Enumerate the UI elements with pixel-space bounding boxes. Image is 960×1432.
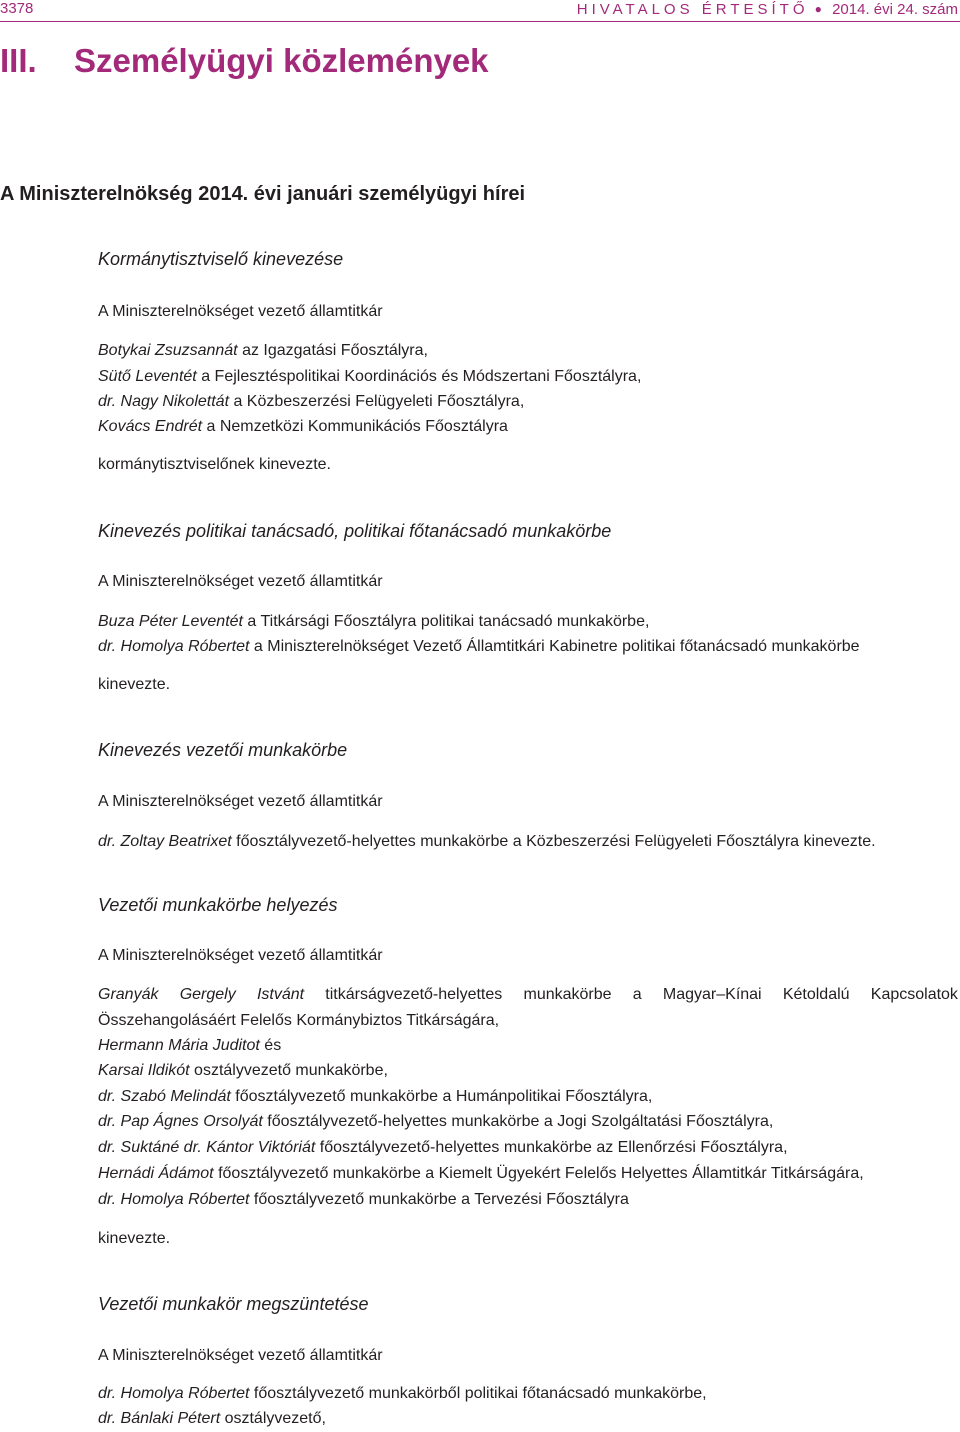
appointment-text: főosztályvezető munkakörbe a Humánpolitikai Főosztályra, bbox=[230, 1088, 653, 1105]
s4-row-0 bbox=[98, 1034, 281, 1058]
s3-heading: Kinevezés vezetői munkakörbe bbox=[98, 740, 348, 760]
s1-closing: kormánytisztviselőnek kinevezte. bbox=[98, 456, 331, 473]
s1-row-1 bbox=[98, 365, 641, 389]
person-name: dr. Homolya Róbertet bbox=[98, 1191, 250, 1208]
appointment-text: a Nemzetközi Kommunikációs Főosztályra bbox=[202, 418, 508, 435]
s1-row-2 bbox=[98, 390, 524, 414]
s4-row-5 bbox=[98, 1162, 864, 1186]
s3-row-0 bbox=[98, 830, 876, 854]
appointment-text: a Fejlesztéspolitikai Koordinációs és Módszertani Főosztályra, bbox=[196, 368, 642, 385]
s2-heading: Kinevezés politikai tanácsadó, politikai főtanácsadó munkakörbe bbox=[98, 521, 612, 541]
person-name: dr. Suktáné dr. Kántor Viktóriát bbox=[98, 1139, 316, 1156]
appointment-text: osztályvezető, bbox=[220, 1410, 326, 1427]
appointment-text: főosztályvezető munkakörbe a Kiemelt Ügyekért Felelős Helyettes Államtitkár Titkárságára, bbox=[213, 1165, 864, 1182]
appointment-text: főosztályvezető munkakörbe a Tervezési Főosztályra bbox=[249, 1191, 629, 1208]
person-name: dr. Bánlaki Pétert bbox=[98, 1410, 221, 1427]
person-name: dr. Nagy Nikolettát bbox=[98, 393, 230, 410]
appointment-text: a Titkársági Főosztályra politikai tanácsadó munkakörbe, bbox=[242, 613, 650, 630]
s1-authority: A Miniszterelnökséget vezető államtitkár bbox=[98, 303, 383, 320]
s5-heading: Vezetői munkakör megszüntetése bbox=[98, 1294, 369, 1314]
person-name: Buza Péter Leventét bbox=[98, 613, 243, 630]
s4-row-3 bbox=[98, 1110, 773, 1134]
appointment-text: a Közbeszerzési Felügyeleti Főosztályra, bbox=[229, 393, 525, 410]
appointment-word: Magyar–Kínai bbox=[662, 986, 762, 1003]
issue-number: 2014. évi 24. szám bbox=[832, 1, 958, 18]
appointment-text: a Miniszterelnökséget Vezető Államtitkári Kabinetre politikai főtanácsadó munkakörbe bbox=[249, 638, 860, 655]
section-title bbox=[0, 40, 489, 82]
person-name: Hernádi Ádámot bbox=[98, 1165, 214, 1182]
s2-authority: A Miniszterelnökséget vezető államtitkár bbox=[98, 573, 383, 590]
header-rule bbox=[0, 21, 960, 22]
s5-authority: A Miniszterelnökséget vezető államtitkár bbox=[98, 1347, 383, 1364]
s1-row-3 bbox=[98, 415, 508, 439]
appointment-text: és bbox=[259, 1037, 282, 1054]
person-name: Botykai Zsuzsannát bbox=[98, 342, 238, 359]
person-name: dr. Zoltay Beatrixet bbox=[98, 833, 232, 850]
person-name: Sütő Leventét bbox=[98, 368, 197, 385]
s5-row-0 bbox=[98, 1382, 707, 1406]
s4-first-row-cont: Összehangolásáért Felelős Kormánybiztos Titkárságára, bbox=[98, 1012, 500, 1029]
section-title-text: Személyügyi közlemények bbox=[74, 42, 489, 79]
appointment-text: főosztályvezető-helyettes munkakörbe az Ellenőrzési Főosztályra, bbox=[315, 1139, 788, 1156]
appointment-word: titkárságvezető-helyettes bbox=[325, 986, 503, 1003]
person-name: dr. Homolya Róbertet bbox=[98, 638, 250, 655]
person-name: dr. Homolya Róbertet bbox=[98, 1385, 250, 1402]
s1-heading: Kormánytisztviselő kinevezése bbox=[98, 249, 344, 269]
person-name: dr. Pap Ágnes Orsolyát bbox=[98, 1113, 263, 1130]
s4-first-row bbox=[98, 983, 958, 1007]
person-name: Karsai Ildikót bbox=[98, 1062, 190, 1079]
person-name: Hermann Mária Juditot bbox=[98, 1037, 260, 1054]
s4-row-6 bbox=[98, 1188, 629, 1212]
appointment-text: osztályvezető munkakörbe, bbox=[189, 1062, 388, 1079]
section-number: III. bbox=[0, 42, 37, 79]
appointment-word: Kapcsolatok bbox=[870, 986, 958, 1003]
s2-row-1 bbox=[98, 635, 860, 659]
appointment-word: Kétoldalú bbox=[782, 986, 850, 1003]
appointment-text: főosztályvezető-helyettes munkakörbe a Közbeszerzési Felügyeleti Főosztályra kinevezte. bbox=[231, 833, 876, 850]
appointment-text: főosztályvezető munkakörből politikai főtanácsadó munkakörbe, bbox=[249, 1385, 707, 1402]
first-name-word: Granyák bbox=[98, 986, 159, 1003]
s5-row-1 bbox=[98, 1407, 326, 1431]
journal-title bbox=[577, 0, 958, 19]
s3-authority: A Miniszterelnökséget vezető államtitkár bbox=[98, 793, 383, 810]
s4-heading: Vezetői munkakörbe helyezés bbox=[98, 895, 338, 915]
journal-name: HIVATALOS ÉRTESÍTŐ bbox=[576, 1, 809, 18]
appointment-text: főosztályvezető-helyettes munkakörbe a Jogi Szolgáltatási Főosztályra, bbox=[262, 1113, 774, 1130]
s4-row-2 bbox=[98, 1085, 652, 1109]
bullet-separator: ● bbox=[814, 2, 822, 16]
s4-closing: kinevezte. bbox=[98, 1230, 171, 1247]
s4-row-4 bbox=[98, 1136, 788, 1160]
appointment-word: munkakörbe bbox=[523, 986, 612, 1003]
s4-row-1 bbox=[98, 1059, 388, 1083]
first-name-word: Istvánt bbox=[256, 986, 305, 1003]
first-name-word: Gergely bbox=[179, 986, 236, 1003]
running-header bbox=[0, 0, 960, 22]
appointment-word: a bbox=[632, 986, 642, 1003]
appointment-text: az Igazgatási Főosztályra, bbox=[237, 342, 428, 359]
notice-title: A Miniszterelnökség 2014. évi januári személyügyi hírei bbox=[0, 183, 526, 205]
s1-row-0 bbox=[98, 339, 428, 363]
person-name: dr. Szabó Melindát bbox=[98, 1088, 231, 1105]
s4-authority: A Miniszterelnökséget vezető államtitkár bbox=[98, 947, 383, 964]
page-number: 3378 bbox=[0, 0, 34, 17]
s2-closing: kinevezte. bbox=[98, 676, 171, 693]
person-name: Kovács Endrét bbox=[98, 418, 203, 435]
s2-row-0 bbox=[98, 610, 649, 634]
